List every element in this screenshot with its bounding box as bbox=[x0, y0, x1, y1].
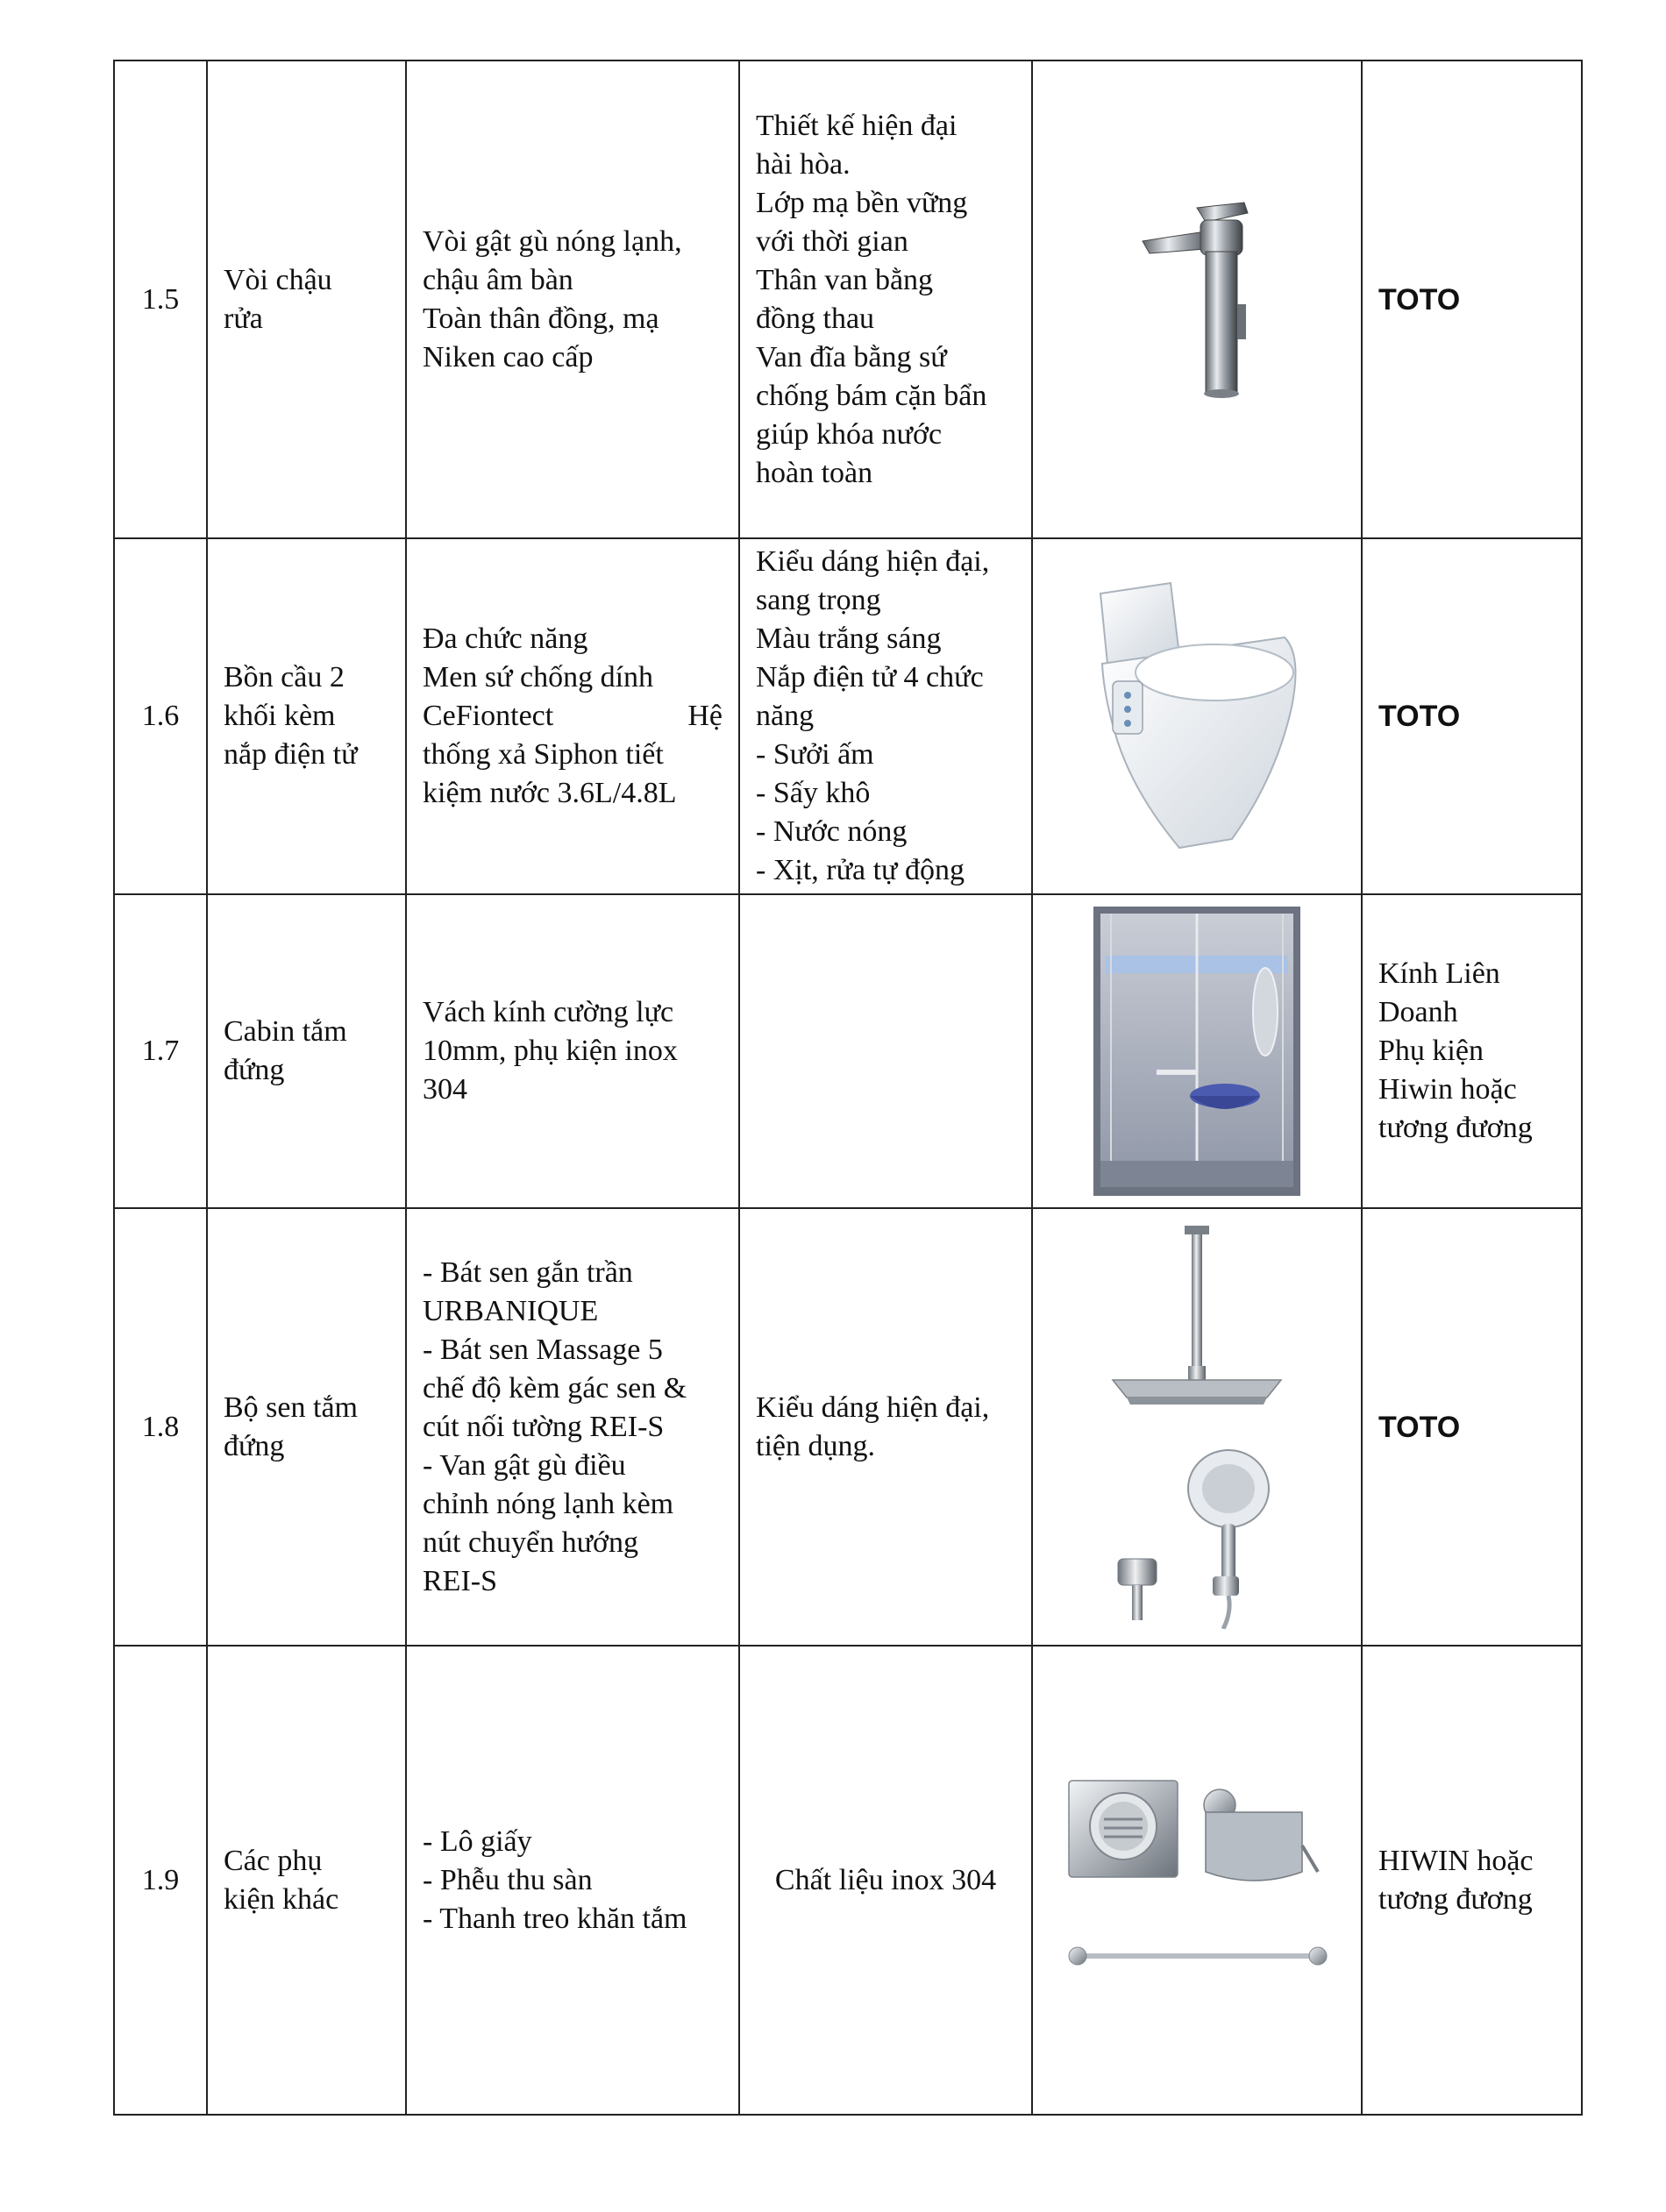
item-features: Kiểu dáng hiện đại, tiện dụng. bbox=[739, 1208, 1032, 1646]
item-brand: HIWIN hoặc tương đương bbox=[1362, 1646, 1582, 2115]
table-row bbox=[114, 1208, 1582, 1646]
item-name: Vòi chậu rửa bbox=[207, 60, 406, 538]
item-brand: TOTO bbox=[1362, 1208, 1582, 1646]
item-features bbox=[739, 894, 1032, 1208]
item-features: Thiết kế hiện đại hài hòa. Lớp mạ bền vững với thời gian Thân van bằng đồng thau Van đĩa bằng sứ chống bám cặn bẩn giúp khóa nước hoàn toàn bbox=[739, 60, 1032, 538]
item-number: 1.6 bbox=[114, 538, 207, 894]
item-name: Các phụ kiện khác bbox=[207, 1646, 406, 2115]
item-name: Cabin tắm đứng bbox=[207, 894, 406, 1208]
item-brand: Kính Liên Doanh Phụ kiện Hiwin hoặc tương đương bbox=[1362, 894, 1582, 1208]
table-row bbox=[114, 60, 1582, 538]
item-name: Bồn cầu 2 khối kèm nắp điện tử bbox=[207, 538, 406, 894]
toilet-icon bbox=[1032, 538, 1362, 894]
shower-cabin-icon bbox=[1032, 894, 1362, 1208]
item-features: Chất liệu inox 304 bbox=[739, 1646, 1032, 2115]
item-brand: TOTO bbox=[1362, 60, 1582, 538]
item-number: 1.8 bbox=[114, 1208, 207, 1646]
item-spec: Vòi gật gù nóng lạnh, chậu âm bàn Toàn thân đồng, mạ Niken cao cấp bbox=[406, 60, 739, 538]
faucet-icon bbox=[1032, 60, 1362, 538]
item-name: Bộ sen tắm đứng bbox=[207, 1208, 406, 1646]
item-number: 1.9 bbox=[114, 1646, 207, 2115]
item-spec: Vách kính cường lực 10mm, phụ kiện inox 304 bbox=[406, 894, 739, 1208]
item-brand: TOTO bbox=[1362, 538, 1582, 894]
item-spec: - Bát sen gắn trần URBANIQUE - Bát sen Massage 5 chế độ kèm gác sen & cút nối tường REI-S - Van gật gù điều chỉnh nóng lạnh kèm nút chuyển hướng REI-S bbox=[406, 1208, 739, 1646]
shower-set-icon bbox=[1032, 1208, 1362, 1646]
spec-table bbox=[113, 60, 1583, 2116]
item-number: 1.7 bbox=[114, 894, 207, 1208]
table-row bbox=[114, 1646, 1582, 2115]
item-features: Kiểu dáng hiện đại, sang trọng Màu trắng sáng Nắp điện tử 4 chức năng - Sưởi ấm - Sấy khô - Nước nóng - Xịt, rửa tự động bbox=[739, 538, 1032, 894]
table-row bbox=[114, 538, 1582, 894]
accessories-icon bbox=[1032, 1646, 1362, 2115]
item-spec: Đa chức năng Men sứ chống dính CeFiontect Hệ thống xả Siphon tiết kiệm nước 3.6L/4.8L bbox=[406, 538, 739, 894]
item-spec: - Lô giấy - Phễu thu sàn - Thanh treo khăn tắm bbox=[406, 1646, 739, 2115]
table-row bbox=[114, 894, 1582, 1208]
item-number: 1.5 bbox=[114, 60, 207, 538]
